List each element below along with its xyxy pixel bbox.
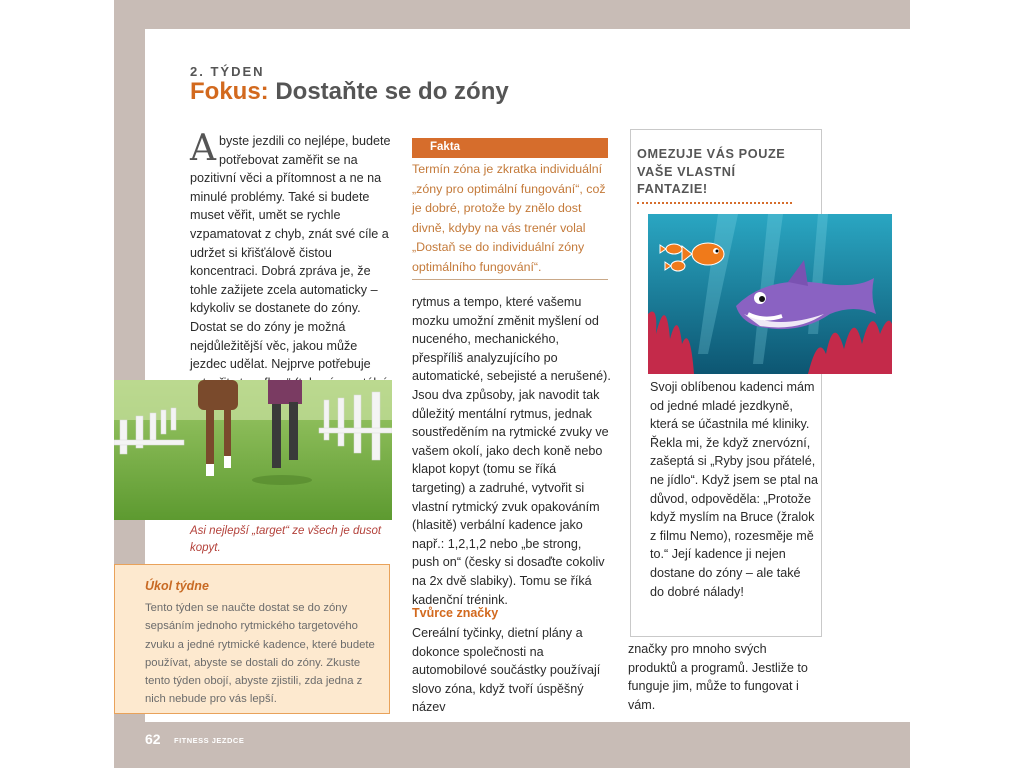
drop-cap: A [190,128,216,169]
sidebar-heading: OMEZUJE VÁS POUZE VAŠE VLASTNÍ FANTAZIE! [637,147,786,196]
dotted-divider [637,202,792,204]
subheading-brand: Tvůrce značky [412,606,499,620]
page-title [190,78,509,106]
middle-column-text: rytmus a tempo, které vašemu mozku umožní změnit myšlení od nuceného, mechanického, přespříliš analyzujícího po automatické, sebejisté a nerušené). Jsou dva způsoby, jak navodit tak důležitý mentální rytmus, jednak soustředěním na rytmické zvuky ve vašem okolí, jako dech koně nebo klapot kopyt (tomu se říká targeting) a zadruhé, vytvořit si vlastní rytmický zvuk opakováním (hlasitě) verbální kadence jako např.: 1,2,1,2 nebo „be strong, push on“ (česky si dosaďte cokoliv na 2x dvě slabiky). Tomu se říká kadenční trénink. [412,295,611,607]
photo-caption: Asi nejlepší „target“ ze všech je dusot kopyt. [190,525,382,554]
title-accent: Fokus: [190,78,269,105]
task-box [114,564,390,714]
facts-text: Termín zóna je zkratka individuální „zóny pro optimální fungování“, což je dobré, protože by znělo dost divně, kdyby na vás trenér volal „Dostaň se do individuální zóny optimálního fungování“. [412,162,606,274]
intro-text: byste jezdili co nejlépe, budete potřebovat zaměřit se na pozitivní věci a přítomnost a ne na minulé problémy. Také si budete muset věřit, umět se rychle vzpamatovat z chyb, znát své cíle a udržet si křišťálově čistou koncentraci. Dobrá zpráva je, že tohle zažijete zcela automaticky – kdykoliv se dostanete do zóny. Dostat se do zóny je možná nejdůležitější věc, jakou může jezdec udělat. Nejprve potřebuje [190,134,391,372]
page-frame-top [114,0,910,29]
intro-column [190,128,394,411]
task-text: Tento týden se naučte dostat se do zóny sepsáním jednoho rytmického targetového zvuku a jedné rytmické kadence, které budete používat, abyste se dostali do zóny. Zkuste tento týden obojí, abyste zjistili, zda jedna z nich nebude pro vás lepší. [145,602,375,706]
facts-label: Fakta [412,138,608,158]
week-label: 2. TÝDEN [190,64,265,79]
shark-illustration [648,214,892,374]
page-frame-bottom [114,722,910,768]
facts-divider [412,279,608,280]
horse-photo [114,380,392,520]
title-rest: Dostaňte se do zóny [268,78,509,105]
continued-text: značky pro mnoho svých produktů a programů. Jestliže to funguje jim, může to fungovat i vám. [628,642,808,712]
page-number: 62 [145,731,161,747]
task-title: Úkol týdne [145,579,209,593]
sidebar-text: Svoji oblíbenou kadenci mám od jedné mladé jezdkyně, která se účastnila mé kliniky. Řekla mi, že když znervózní, zašeptá si „Ryby jsou přátelé, ne jídlo“. Když jsem se ptal na důvod, odpověděla: „Protože když myslím na Bruce (žralok z filmu Nemo), rozesměje mě to.“ Její kadence ji nejen dostane do zóny – ale také do dobré nálady! [650,380,818,599]
brand-text: Cereální tyčinky, dietní plány a dokonce společnosti na automobilové součástky používají slovo zóna, když tvoří úspěšný název [412,626,601,715]
running-title: FITNESS JEZDCE [174,736,245,745]
